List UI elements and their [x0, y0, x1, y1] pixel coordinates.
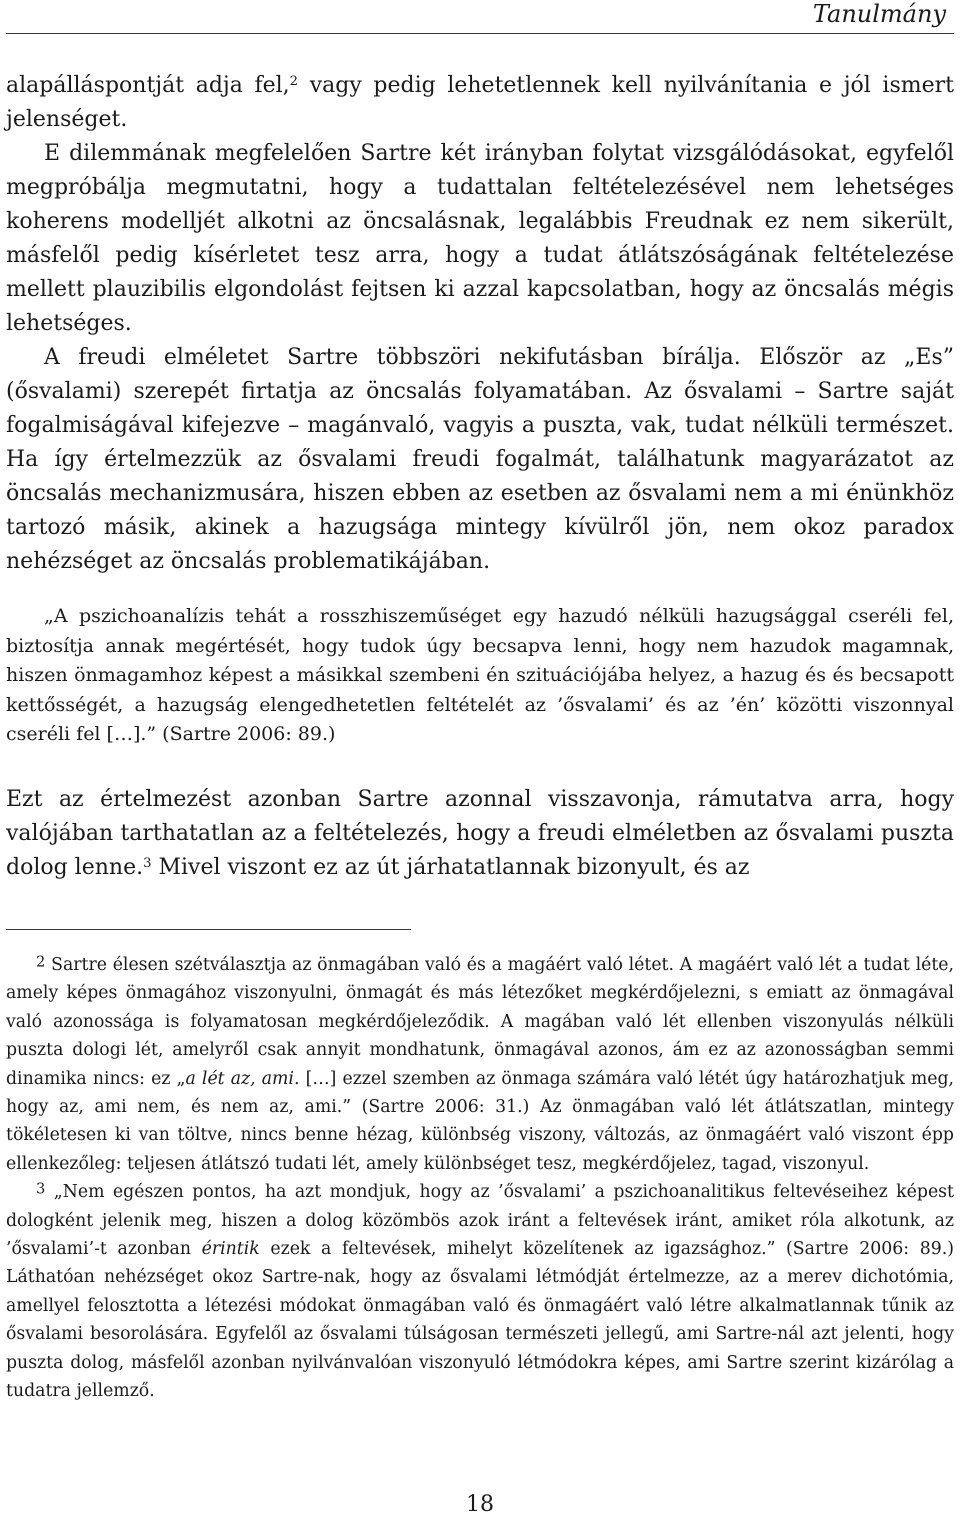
paragraph-1-text-b: vagy pedig lehetetlennek kell nyilvánítania e jól ismert jelenséget.: [6, 73, 954, 132]
footnote-2-italic: a lét az, ami.: [185, 1068, 300, 1089]
footnote-2: [6, 951, 954, 1178]
body-text: [6, 69, 954, 579]
paragraph-3: A freudi elméletet Sartre többszöri nekifutásban bírálja. Először az „Es” (ősvalami) szerepét firtatja az öncsalás folyamatában. Az ősvalami – Sartre saját fogalmiságával kifejezve – magánvaló, vagyis a puszta, vak, tudat nélküli természet. Ha így értelmezzük az ősvalami freudi fogalmát, találhatunk magyarázatot az öncsalás mechanizmusára, hiszen ebben az esetben az ősvalami nem a mi énünkhöz tartozó másik, akinek a hazugsága mintegy kívülről jön, nem okoz paradox nehézséget az öncsalás problematikájában.: [6, 345, 954, 574]
footnote-3-italic: érintik: [201, 1239, 260, 1260]
footnote-3: [6, 1178, 954, 1405]
footnote-ref-3[interactable]: 3: [143, 855, 152, 871]
footnote-3-text-b: ezek a feltevések, mihelyt közelítenek az igazsághoz.” (Sartre 2006: 89.) Láthatóan nehézséget okoz Sartre-nak, hogy az ősvalami létmódját értelmezze, az a merev dichotómia, amellyel felosztotta a létezési módokat önmagában való és önmagáért való létre alkalmatlannak tűnik az ősvalami besorolására. Egyfelől az ősvalami túlságosan természeti jellegű, ami Sartre-nál azt jelenti, hogy puszta dolog, másfelől azonban nyilvánvalóan viszonyuló létmódokra képes, ami Sartre szerint kizárólag a tudatra jellemző.: [6, 1239, 954, 1402]
footnote-2-text-a: Sartre élesen szétválasztja az önmagában való és a magáért való létet. A magáért való lét a tudat léte, amely képes önmagához viszonyulni, önmagát és más létezőket megkérdőjelezni, s emiatt az önmagával való azonossága is folyamatosan megkérdőjeleződik. A magában való lét ellenben viszonyulás nélküli puszta dologi lét, amelyről csak annyit mondhatunk, önmagával azonos, ám ez az azonosságban semmi dinamika nincs: ez „: [6, 955, 954, 1089]
paragraph-1: [6, 69, 954, 137]
paragraph-4-text-a: Ezt az értelmezést azonban Sartre azonnal visszavonja, rámutatva arra, hogy valójában tarthatatlan az a feltételezés, hogy a freudi elméletben az ősvalami puszta dolog lenne.: [6, 787, 954, 880]
body-text-continued: [6, 783, 954, 885]
paragraph-4: [6, 783, 954, 885]
header-rule: [6, 33, 954, 34]
block-quote-text: „A pszichoanalízis tehát a rosszhiszeműséget egy hazudó nélküli hazugsággal cseréli fel, biztosítja annak megértését, hogy tudok úgy becsapva lenni, hogy nem hazudok magamnak, hiszen önmagamhoz képest a másikkal szembeni én szituációjába helyez, a hazug és és becsapott kettősségét, a hazugság elengedhetetlen feltételét az ’ősvalami’ és az ’én’ közötti viszonnyal cseréli fel […].” (Sartre 2006: 89.): [6, 605, 954, 745]
footnotes: [6, 951, 954, 1406]
paragraph-4-text-b: Mivel viszont ez az út járhatatlannak bizonyult, és az: [151, 855, 750, 880]
footnote-rule: [6, 929, 411, 930]
footnote-3-number: 3: [36, 1180, 46, 1198]
paragraph-2: E dilemmának megfelelően Sartre két irányban folytat vizsgálódásokat, egyfelől megpróbálja megmutatni, hogy a tudattalan feltételezésével nem lehetséges koherens modelljét alkotni az öncsalásnak, legalábbis Freudnak ez nem sikerült, másfelől pedig kísérletet tesz arra, hogy a tudat átlátszóságának feltételezése mellett plauzibilis elgondolást fejtsen ki azzal kapcsolatban, hogy az öncsalás mégis lehetséges.: [6, 141, 954, 336]
footnote-ref-2[interactable]: 2: [289, 73, 299, 89]
running-header: Tanulmány: [812, 0, 946, 28]
footnote-2-number: 2: [36, 953, 46, 971]
footnote-2-text-b: […] ezzel szemben az önmaga számára való létét úgy határozhatjuk meg, hogy az, ami nem, és nem az, ami.” (Sartre 2006: 31.) Az önmagában való lét átlátszatlan, mintegy tökéletesen ki van töltve, nincs benne hézag, különbség viszony, változás, az önmagáért való viszont épp ellenkezőleg: teljesen átlátszó tudati lét, amely különbséget tesz, megkérdőjelez, tagad, viszonyul.: [6, 1068, 954, 1174]
page-number: 18: [466, 1492, 494, 1517]
paragraph-1-text-a: alapálláspontját adja fel,: [6, 73, 290, 98]
block-quote: [6, 602, 954, 750]
footnote-3-text-a: „Nem egészen pontos, ha azt mondjuk, hogy az ’ősvalami’ a pszichoanalitikus feltevéseihez képest dologként jelenik meg, hiszen a dolog közömbös azok iránt a feltevések iránt, amiket róla alkotunk, az ’ősvalami’-t azonban: [6, 1182, 954, 1260]
